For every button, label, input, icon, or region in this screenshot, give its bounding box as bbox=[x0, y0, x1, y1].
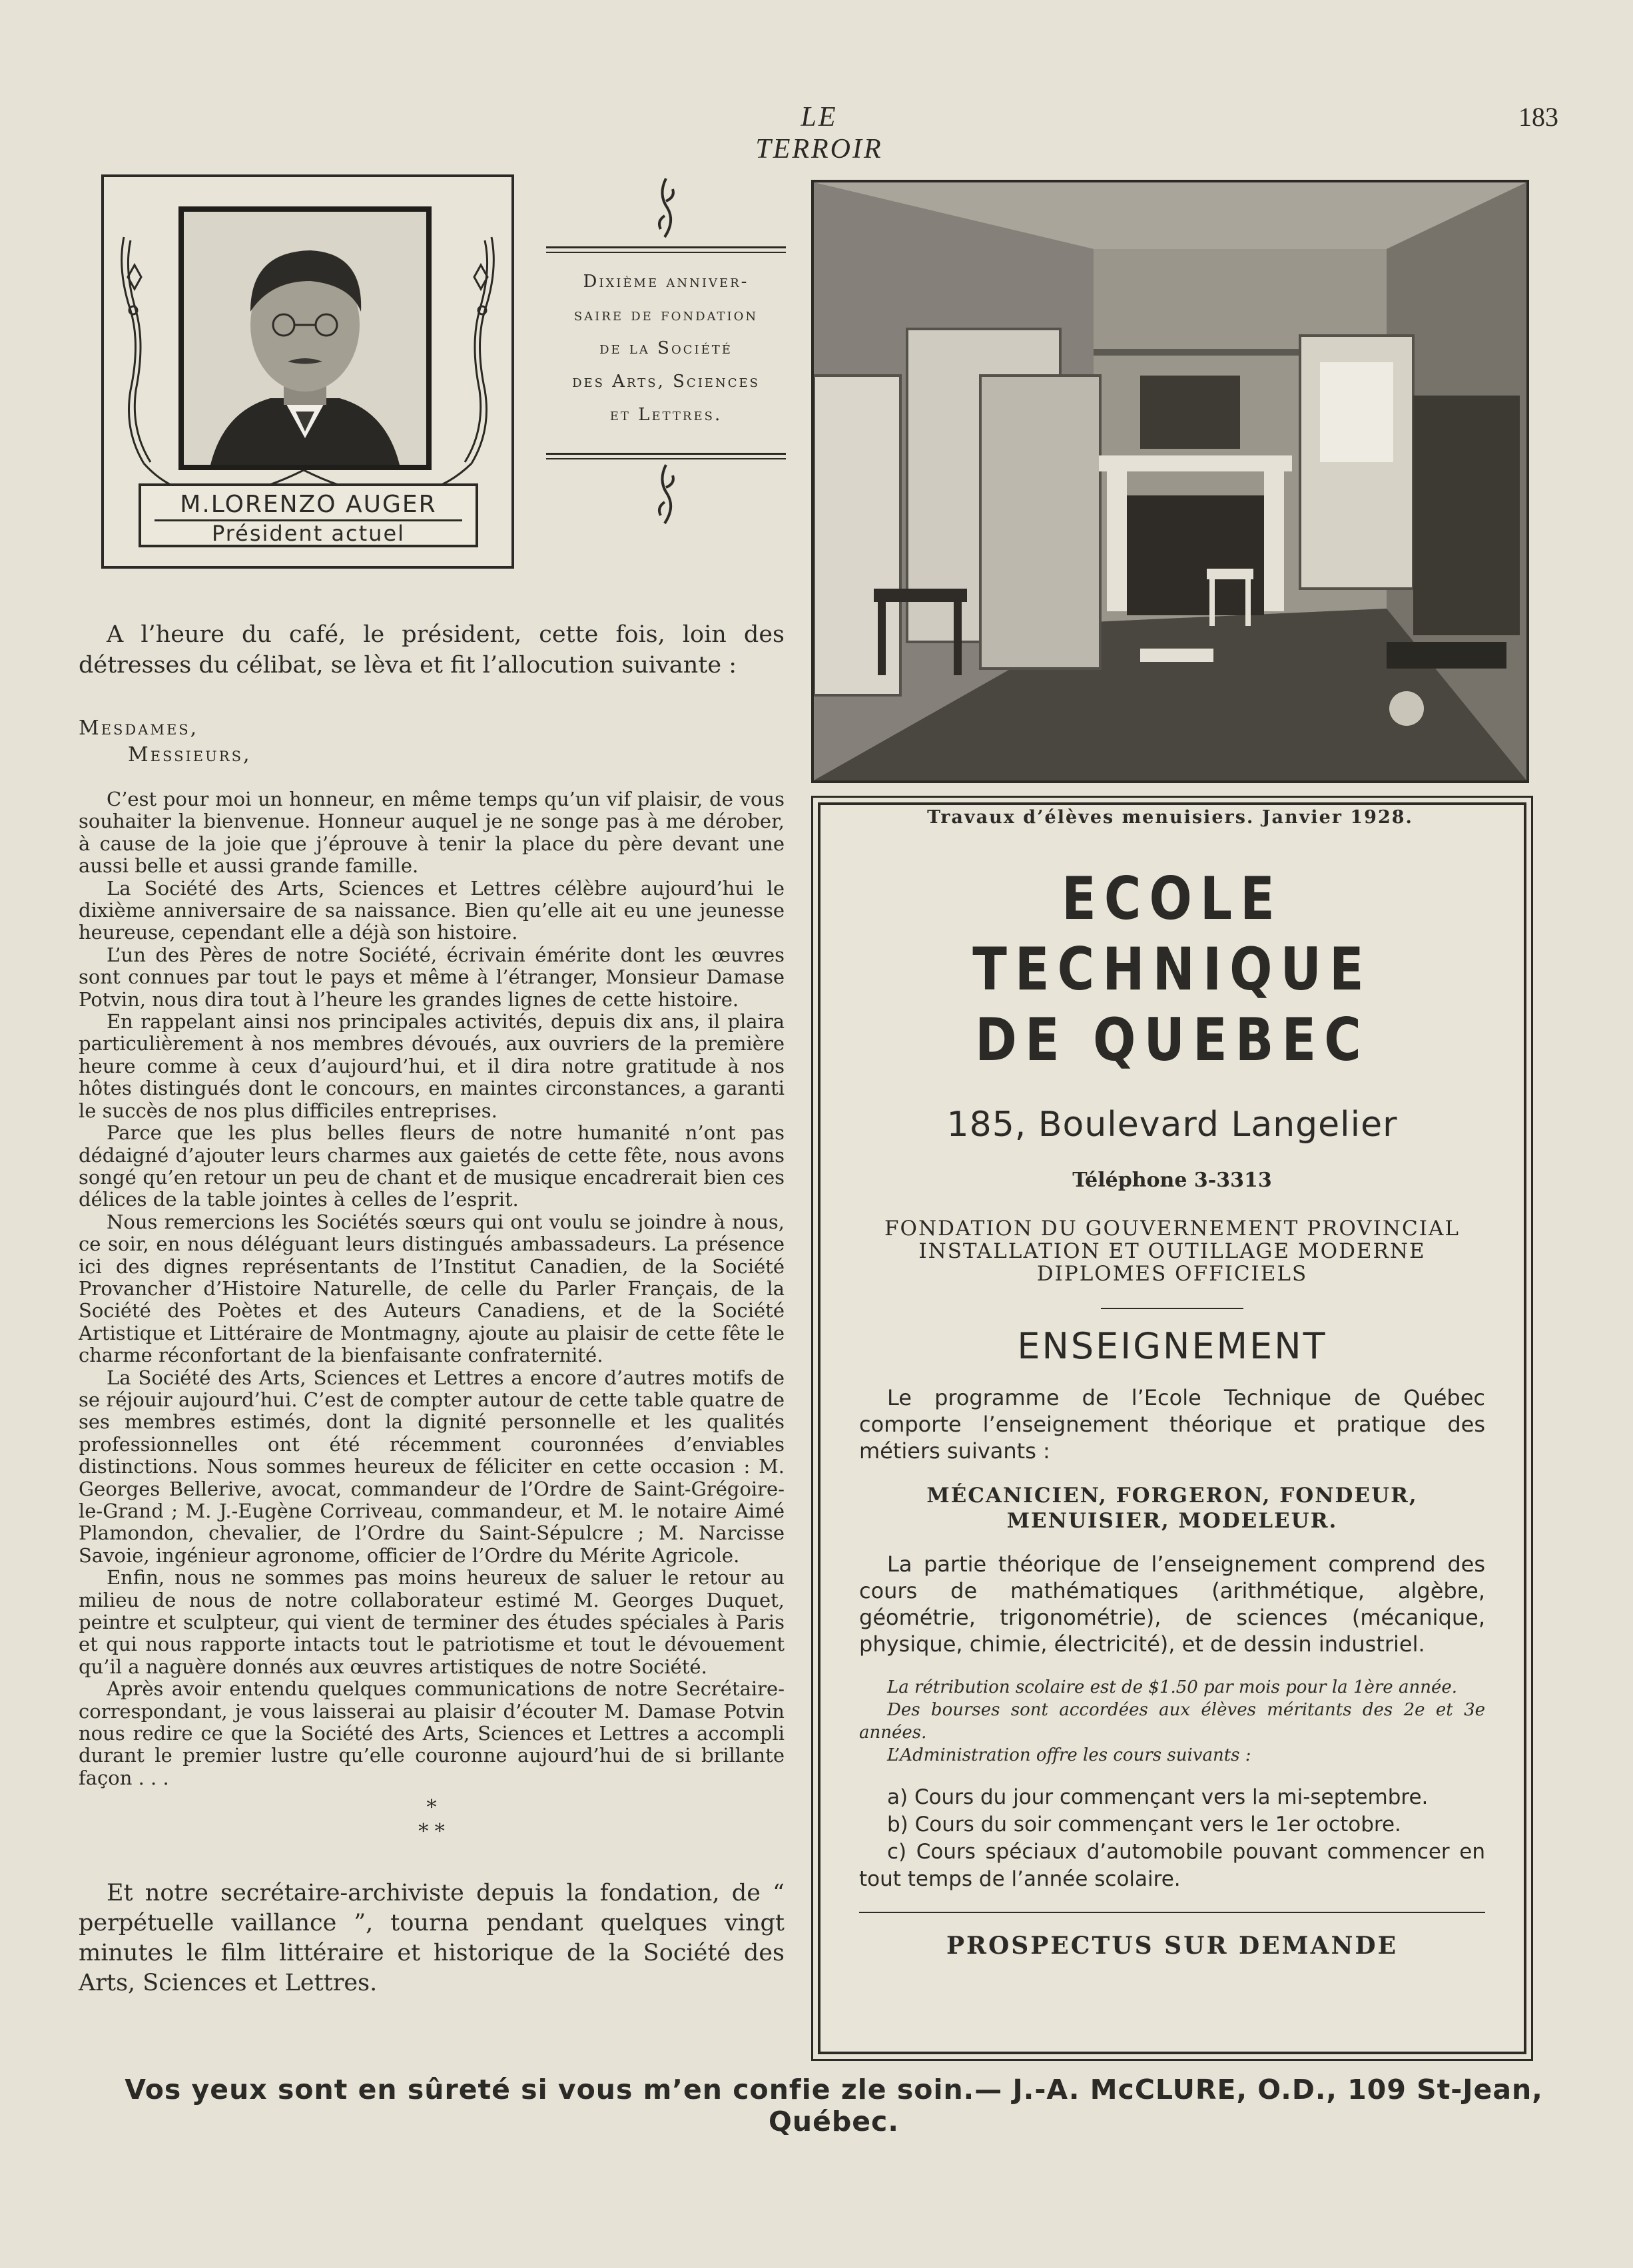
speech-paragraph: Enfin, nous ne sommes pas moins heureux de saluer le retour au milieu de nous de notre collaborateur estimé M. Georges Duquet, peintre et sculpteur, qui vient de terminer des études spéciales à Paris et qui nous rapporte intacts tout le patriotisme et tout le dévouement qu’il a naguère donnés aux œuvres artistiques de notre Société. bbox=[79, 1566, 785, 1678]
ad-phone: Téléphone 3-3313 bbox=[1072, 1169, 1272, 1192]
speech-paragraph: Nous remercions les Sociétés sœurs qui ont voulu se joindre à nous, ce soir, en nous déléguant leurs distingués ambassadeurs. La présence ici des dignes représentants de l’Institut Canadien, de la Société Provancher d’Histoire Naturelle, de celle du Parler Français, de la Société des Poètes et des Auteurs Canadiens, et de la Société Artistique et Littéraire de Montmagny, ajoute au plaisir de cette fête le charme réconfortant de la bienfaisante confraternité. bbox=[79, 1210, 785, 1367]
ad-foundation-line: INSTALLATION ET OUTILLAGE MODERNE bbox=[918, 1239, 1426, 1263]
ad-teaching-heading: ENSEIGNEMENT bbox=[1017, 1325, 1327, 1367]
ad-title bbox=[870, 864, 1474, 1075]
ad-trades-line: MENUISIER, MODELEUR. bbox=[1006, 1509, 1338, 1533]
speech-paragraph: L’un des Pères de notre Société, écrivain émérite dont les œuvres sont connues par tout le pays et même à l’étranger, Monsieur Damase Potvin, nous dira tout à l’heure les grandes lignes de cette histoire. bbox=[79, 943, 785, 1011]
salutation-messieurs: Messieurs, bbox=[128, 743, 252, 766]
running-head: LE TERROIR bbox=[755, 102, 883, 164]
article-intro: A l’heure du café, le président, cette fois, loin des détresses du célibat, se lèva et fit l’allocution suivante : bbox=[79, 621, 785, 679]
workshop-image bbox=[814, 182, 1526, 780]
speech-body bbox=[79, 788, 785, 1789]
top-double-rule bbox=[546, 246, 786, 253]
page-number: 183 bbox=[1518, 102, 1558, 132]
ad-divider bbox=[1101, 1308, 1243, 1309]
ad-prospectus: PROSPECTUS SUR DEMANDE bbox=[946, 1932, 1399, 1960]
fleuron-icon bbox=[653, 461, 679, 527]
footer-advertisement: Vos yeux sont en sûreté si vous m’en confie zle soin.— J.-A. McCLURE, O.D., 109 St-Jean, Québec. bbox=[125, 2074, 1543, 2137]
speech-paragraph: C’est pour moi un honneur, en même temps qu’un vif plaisir, de vous souhaiter la bienvenue. Honneur auquel je ne songe pas à me dérober, à cause de la joie que j’éprouve à tenir la place du père devant une aussi belle et aussi grande famille. bbox=[79, 788, 785, 878]
ad-trades bbox=[820, 1483, 1524, 1534]
speech-paragraph: Parce que les plus belles fleurs de notre humanité n’ont pas dédaigné d’ajouter leurs charmes aux gaietés de cette fête, nous avons songé qu’en retour un peu de chant et de musique encadrerait bien ces délices de la table jointes à celles de l’esprit. bbox=[79, 1121, 785, 1211]
ad-address: 185, Boulevard Langelier bbox=[946, 1105, 1398, 1145]
anniversary-line: saire de fondation bbox=[573, 305, 759, 325]
salutation-mesdames: Mesdames, bbox=[79, 716, 199, 740]
ad-foundation-line: DIPLOMES OFFICIELS bbox=[1036, 1262, 1308, 1286]
ad-course-automobile: c) Cours spéciaux d’automobile pouvant commencer en tout temps de l’année scolaire. bbox=[859, 1840, 1485, 1891]
speech-paragraph: La Société des Arts, Sciences et Lettres a encore d’autres motifs de se réjouir aujourd’hui. C’est de compter autour de cette table quatre de ses membres estimés, dont la dignité personnelle et les qualités professionnelles ont été récemment couronnées d’enviables distinctions. Nous sommes heureux de féliciter en cette occasion : M. Georges Bellerive, avocat, commandeur de l’Ordre de Saint-Grégoire-le-Grand ; M. J.-Eugène Corriveau, commandeur, et M. le notaire Aimé Plamondon, chevalier, de l’Ordre du Saint-Sépulcre ; M. Narcisse Savoie, ingénieur agronome, officier de l’Ordre du Mérite Agricole. bbox=[79, 1366, 785, 1567]
article-outro: Et notre secrétaire-archiviste depuis la fondation, de “ perpétuelle vaillance ”, tourna pendant quelques vingt minutes le film littéraire et historique de la Société des Arts, Sciences et Lettres. bbox=[79, 1880, 785, 1997]
ad-divider bbox=[859, 1912, 1485, 1913]
ad-fee-text: La rétribution scolaire est de $1.50 par mois pour la 1ère année. bbox=[887, 1677, 1457, 1697]
ad-foundation-line: FONDATION DU GOUVERNEMENT PROVINCIAL bbox=[884, 1217, 1460, 1241]
speech-paragraph: En rappelant ainsi nos principales activités, depuis dix ans, il plaira particulièrement à nos membres dévoués, aux ouvriers de la première heure comme à ceux d’aujourd’hui, et il dira notre gratitude à nos hôtes distingués dont le concours, en maintes circonstances, a garanti le succès de nos plus difficiles entreprises. bbox=[79, 1010, 785, 1122]
ad-title-line: ECOLE TECHNIQUE bbox=[972, 864, 1372, 1003]
portrait-name: M.LORENZO AUGER bbox=[180, 491, 437, 518]
section-break-stars: * * bbox=[418, 1820, 445, 1844]
portrait-photo bbox=[178, 206, 432, 470]
ad-admin-text: L’Administration offre les cours suivants : bbox=[887, 1745, 1251, 1765]
ad-bursary-text: Des bourses sont accordées aux élèves méritants des 2e et 3e années. bbox=[859, 1700, 1485, 1743]
ad-trades-line: MÉCANICIEN, FORGERON, FONDEUR, bbox=[926, 1484, 1418, 1508]
anniversary-line: Dixième anniver- bbox=[583, 272, 749, 292]
fleuron-icon bbox=[653, 174, 679, 241]
portrait-frame bbox=[101, 174, 514, 569]
anniversary-line: de la Société bbox=[599, 338, 733, 358]
portrait-image bbox=[184, 212, 426, 465]
article-column bbox=[79, 619, 785, 1998]
speech-paragraph: La Société des Arts, Sciences et Lettres célèbre aujourd’hui le dixième anniversaire de sa naissance. Bien qu’elle ait eu une jeunesse heureuse, cependant elle a déjà son histoire. bbox=[79, 876, 785, 944]
ad-foundation bbox=[820, 1217, 1524, 1285]
ad-theory-text: La partie théorique de l’enseignement comprend des cours de mathématiques (arithmétique, algèbre, géométrie, trigonométrie), de sciences (mécanique, physique, chimie, électricité), et de dessin industriel. bbox=[859, 1552, 1485, 1657]
ad-course-day: a) Cours du jour commençant vers la mi-septembre. bbox=[887, 1785, 1429, 1809]
workshop-photo bbox=[811, 180, 1529, 783]
anniversary-text bbox=[546, 265, 786, 431]
school-advertisement bbox=[818, 802, 1526, 2054]
ad-program-text: Le programme de l’Ecole Technique de Québec comporte l’enseignement théorique et pratique des métiers suivants : bbox=[859, 1385, 1485, 1464]
portrait-role: Président actuel bbox=[155, 519, 462, 545]
ad-title-line: DE QUEBEC bbox=[975, 1005, 1369, 1074]
anniversary-notice bbox=[546, 174, 786, 534]
speech-paragraph: Après avoir entendu quelques communications de notre Secrétaire-correspondant, je vous laisserai au plaisir d’écouter M. Damase Potvin nous redire ce que la Société des Arts, Sciences et Lettres a accompli durant le premier lustre qu’elle couronne aujourd’hui de si brillante façon . . . bbox=[79, 1677, 785, 1789]
ad-course-evening: b) Cours du soir commençant vers le 1er octobre. bbox=[887, 1813, 1401, 1837]
anniversary-line: des Arts, Sciences bbox=[572, 372, 760, 392]
bottom-double-rule bbox=[546, 453, 786, 459]
section-break-stars: * bbox=[426, 1796, 437, 1820]
anniversary-line: et Lettres. bbox=[609, 405, 723, 425]
photo-caption: Travaux d’élèves menuisiers. Janvier 1928. bbox=[927, 807, 1413, 828]
portrait-caption bbox=[139, 483, 478, 547]
